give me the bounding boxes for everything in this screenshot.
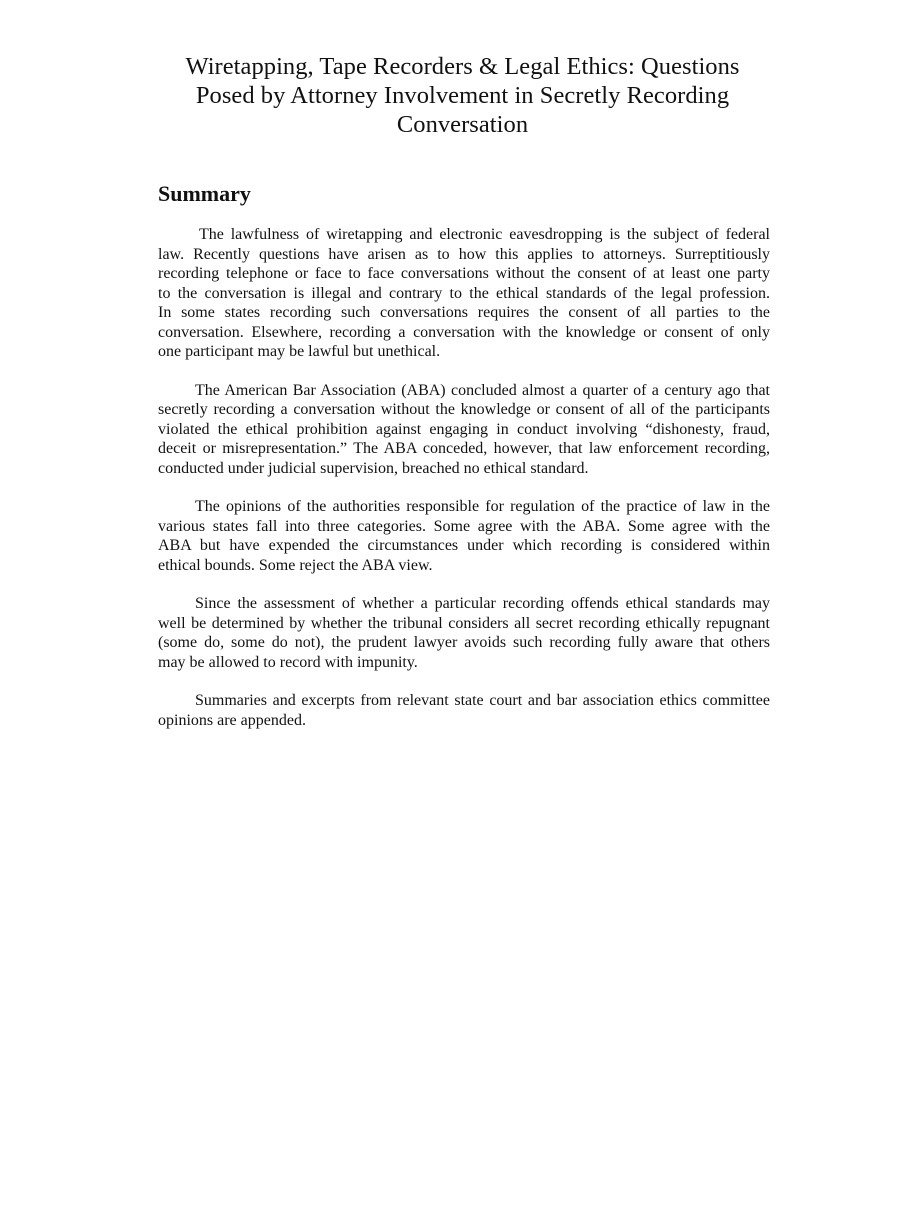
paragraph-line: (some do, some do not), the prudent lawyer avoids such recording fully aware that others xyxy=(158,634,770,651)
paragraph-line: The American Bar Association (ABA) concluded almost a quarter of a century ago that xyxy=(195,381,770,399)
paragraph-line: well be determined by whether the tribunal considers all secret recording ethically repugnant xyxy=(158,614,770,632)
paragraph-line: opinions are appended. xyxy=(158,711,306,729)
paragraph-line: law. Recently questions have arisen as to how this applies to attorneys. Surreptitiously xyxy=(158,245,770,263)
paragraph-line: conversation. Elsewhere, recording a conversation with the knowledge or consent of only xyxy=(158,323,770,341)
paragraph-line: various states fall into three categories. Some agree with the ABA. Some agree with the xyxy=(158,517,770,535)
summary-body xyxy=(158,225,770,749)
section-heading-summary: Summary xyxy=(158,181,251,206)
paragraph xyxy=(158,225,770,362)
document-title xyxy=(150,52,775,139)
paragraph-line: In some states recording such conversations requires the consent of all parties to the xyxy=(158,304,770,321)
paragraph-line: to the conversation is illegal and contrary to the ethical standards of the legal profession. xyxy=(158,284,770,302)
paragraph xyxy=(158,497,770,575)
paragraph-line: Summaries and excerpts from relevant state court and bar association ethics committee xyxy=(195,692,770,709)
paragraph-line: Since the assessment of whether a particular recording offends ethical standards may xyxy=(195,595,770,612)
paragraph xyxy=(158,594,770,672)
paragraph-line: may be allowed to record with impunity. xyxy=(158,653,418,671)
title-line: Conversation xyxy=(396,111,529,138)
paragraph xyxy=(158,691,770,730)
paragraph-line: one participant may be lawful but unethical. xyxy=(158,343,441,360)
paragraph-line: violated the ethical prohibition against engaging in conduct involving “dishonesty, fraud, xyxy=(158,420,770,438)
title-line: Posed by Attorney Involvement in Secretly Recording xyxy=(195,82,730,109)
paragraph-line: The lawfulness of wiretapping and electronic eavesdropping is the subject of federal xyxy=(199,226,770,243)
title-line: Wiretapping, Tape Recorders & Legal Ethics: Questions xyxy=(185,53,740,80)
paragraph-line: ethical bounds. Some reject the ABA view. xyxy=(158,556,433,574)
paragraph-line: recording telephone or face to face conversations without the consent of at least one party xyxy=(158,265,770,282)
paragraph-line: secretly recording a conversation without the knowledge or consent of all of the participants xyxy=(158,401,770,418)
paragraph-line: ABA but have expended the circumstances under which recording is considered within xyxy=(158,537,770,554)
paragraph-line: deceit or misrepresentation.” The ABA conceded, however, that law enforcement recording, xyxy=(158,440,770,457)
paragraph xyxy=(158,381,770,479)
paragraph-line: The opinions of the authorities responsible for regulation of the practice of law in the xyxy=(195,498,770,515)
paragraph-line: conducted under judicial supervision, breached no ethical standard. xyxy=(158,459,589,477)
